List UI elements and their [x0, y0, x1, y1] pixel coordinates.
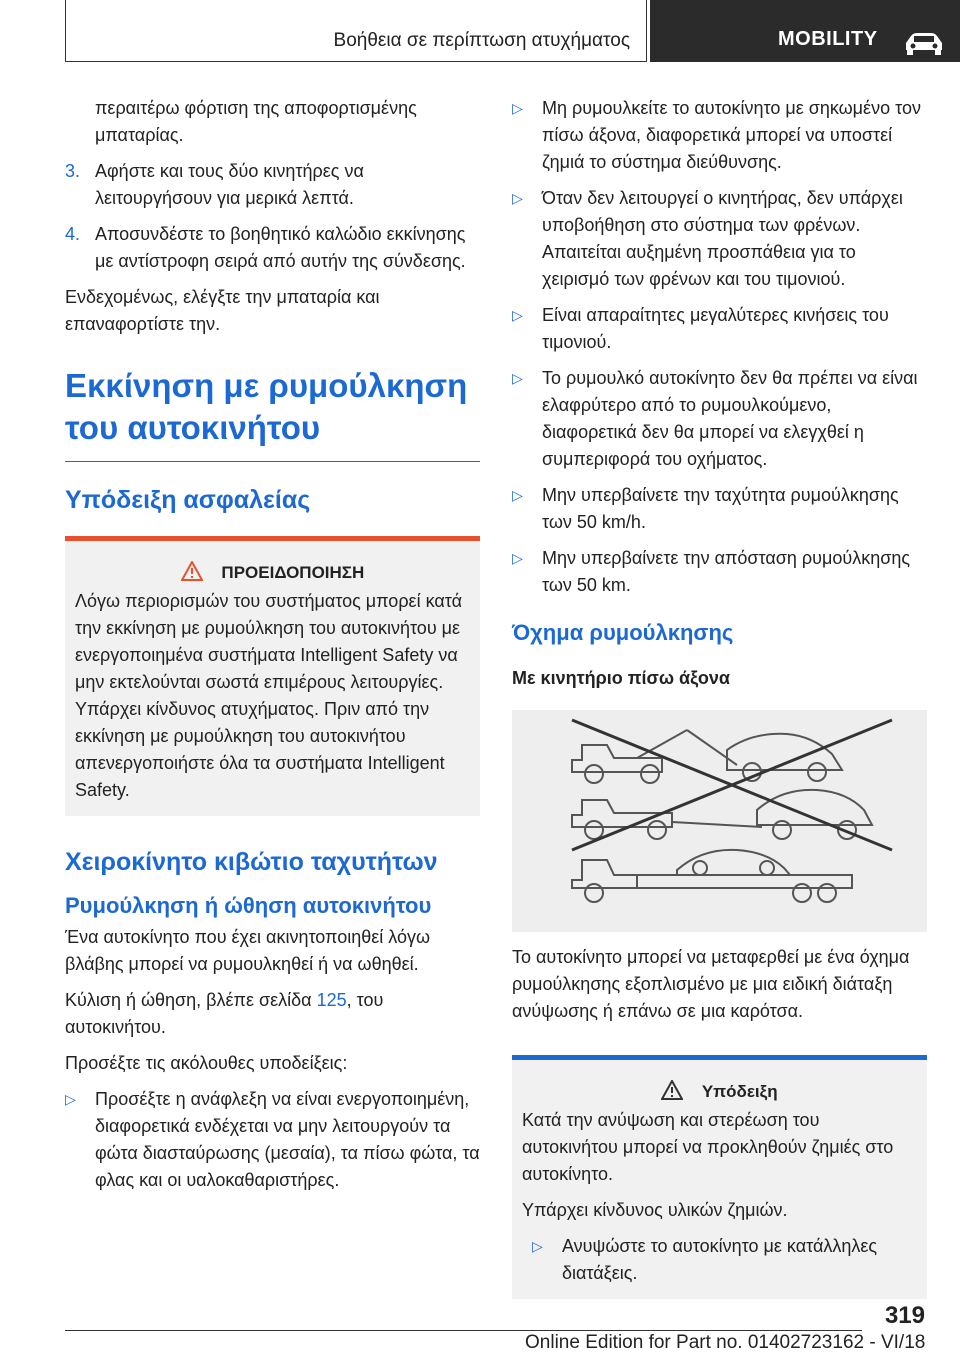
notice-header — [522, 1060, 917, 1105]
page-link[interactable]: 125 — [316, 990, 347, 1010]
vehicle-text: Το αυτοκίνητο μπορεί να μεταφερθεί με ένα όχημα ρυμούλκησης εξοπλισμένο με μια ειδική διάταξη ανύψωσης ή επάνω σε μια καρότσα. — [512, 947, 910, 1021]
tow-text: Ένα αυτοκίνητο που έχει ακινητοποιηθεί λόγω βλάβης μπορεί να ρυμουλκηθεί ή να ωθηθεί. — [65, 927, 431, 974]
list-item: ▷ Το ρυμουλκό αυτοκίνητο δεν θα πρέπει να είναι ελαφρύτερο από το ρυμουλκούμενο, διαφορετικά δεν θα μπορεί να ελεγχθεί η συμπεριφορά του οχήματος. — [512, 365, 927, 473]
list-item: ▷ Ανυψώστε το αυτοκίνητο με κατάλληλες διατάξεις. — [532, 1233, 917, 1287]
warning-header — [75, 541, 470, 586]
bullet-triangle-icon: ▷ — [512, 370, 523, 386]
notes-intro: Προσέξτε τις ακόλουθες υποδείξεις: — [65, 1053, 348, 1073]
footer-divider — [65, 1330, 862, 1331]
bullet-triangle-icon: ▷ — [65, 1091, 76, 1107]
notice-title: Υπόδειξη — [701, 1082, 778, 1101]
main-heading: Εκκίνηση με ρυμούλκηση του αυτοκινήτου — [65, 367, 468, 446]
towing-illustration — [512, 710, 927, 932]
warning-triangle-icon — [661, 1080, 683, 1100]
towing-diagram — [512, 710, 927, 932]
list-item: ▷ Είναι απαραίτητες μεγαλύτερες κινήσεις του τιμονιού. — [512, 302, 927, 356]
list-item: ▷ Μην υπερβαίνετε την απόσταση ρυμούλκησης των 50 km. — [512, 545, 927, 599]
rear-axle-subheading: Με κινητήριο πίσω άξονα — [512, 668, 730, 688]
step-text: Αφήστε και τους δύο κινητήρες να λειτουργήσουν για μερικά λεπτά. — [95, 161, 364, 208]
section-title: Βοήθεια σε περίπτωση ατυχήματος — [333, 30, 630, 51]
notice-text: Κατά την ανύψωση και στερέωση του αυτοκινήτου μπορεί να προκληθούν ζημιές στο αυτοκίνητο. — [522, 1110, 894, 1184]
section-tab — [65, 0, 647, 62]
page-reference: Κύλιση ή ώθηση, βλέπε σελίδα 125, του αυτοκινήτου. — [65, 990, 384, 1037]
edition-info: Online Edition for Part no. 01402723162 - VI/18 — [525, 1332, 926, 1353]
warning-title: ΠΡΟΕΙΔΟΠΟΙΗΣΗ — [221, 563, 365, 582]
car-icon — [902, 30, 946, 56]
bullet-triangle-icon: ▷ — [512, 307, 523, 323]
warning-triangle-icon — [181, 561, 203, 581]
bullet-triangle-icon: ▷ — [512, 100, 523, 116]
list-item: ▷ Προσέξτε η ανάφλεξη να είναι ενεργοποιημένη, διαφορετικά ενδέχεται να μην λειτουργούν τα φώτα διασταύρωσης (μεσαία), τα πίσω φώτα, τα φλας και οι υαλοκαθαριστήρες. — [65, 1086, 480, 1194]
step-3 — [65, 158, 480, 212]
left-column — [65, 95, 480, 1203]
notice-risk: Υπάρχει κίνδυνος υλικών ζημιών. — [522, 1200, 788, 1220]
list-item: ▷ Μην υπερβαίνετε την ταχύτητα ρυμούλκησης των 50 km/h. — [512, 482, 927, 536]
chapter-label: MOBILITY — [778, 28, 878, 50]
warning-text: Λόγω περιορισμών του συστήματος μπορεί κατά την εκκίνηση με ρυμούλκηση του αυτοκινήτου με ενεργοποιημένα συστήματα Intelligent Safety να μην εκτελούνται σωστά επιμέρους λειτουργίες. Υπάρχει κίνδυνος ατυχήματος. Πριν από την εκκίνηση με ρυμούλκηση του αυτοκινήτου απενεργοποιήστε όλα τα συστήματα Intelligent Safety. — [75, 591, 463, 800]
warning-box — [65, 536, 480, 816]
step-text: Αποσυνδέστε το βοηθητικό καλώδιο εκκίνησης με αντίστροφη σειρά από αυτήν της σύνδεσης. — [95, 224, 466, 271]
safety-heading: Υπόδειξη ασφαλείας — [65, 486, 311, 514]
tow-vehicle-heading: Όχημα ρυμούλκησης — [512, 620, 734, 645]
list-item: ▷ Όταν δεν λειτουργεί ο κινητήρας, δεν υπάρχει υποβοήθηση στο σύστημα των φρένων. Απαιτείται αυξημένη προσπάθεια για το χειρισμό των φρένων και του τιμονιού. — [512, 185, 927, 293]
battery-check-text: Ενδεχομένως, ελέγξτε την μπαταρία και επαναφορτίστε την. — [65, 287, 380, 334]
step-number: 3. — [65, 161, 81, 181]
page-header — [65, 0, 960, 64]
bullet-triangle-icon: ▷ — [512, 487, 523, 503]
intro-text: περαιτέρω φόρτιση της αποφορτισμένης μπαταρίας. — [95, 98, 417, 145]
notice-box — [512, 1055, 927, 1299]
bullet-triangle-icon: ▷ — [532, 1238, 543, 1254]
bullet-triangle-icon: ▷ — [512, 190, 523, 206]
tow-push-heading: Ρυμούλκηση ή ώθηση αυτοκινήτου — [65, 893, 432, 918]
step-4 — [65, 221, 480, 275]
gearbox-heading: Χειροκίνητο κιβώτιο ταχυτήτων — [65, 848, 438, 876]
bullet-triangle-icon: ▷ — [512, 550, 523, 566]
chapter-tab — [650, 0, 960, 62]
page-number: 319 — [884, 1302, 925, 1329]
step-number: 4. — [65, 224, 81, 244]
heading-divider — [65, 461, 480, 462]
right-column — [512, 95, 927, 1299]
list-item: ▷ Μη ρυμουλκείτε το αυτοκίνητο με σηκωμένο τον πίσω άξονα, διαφορετικά μπορεί να υποστεί ζημιά το σύστημα διεύθυνσης. — [512, 95, 927, 176]
